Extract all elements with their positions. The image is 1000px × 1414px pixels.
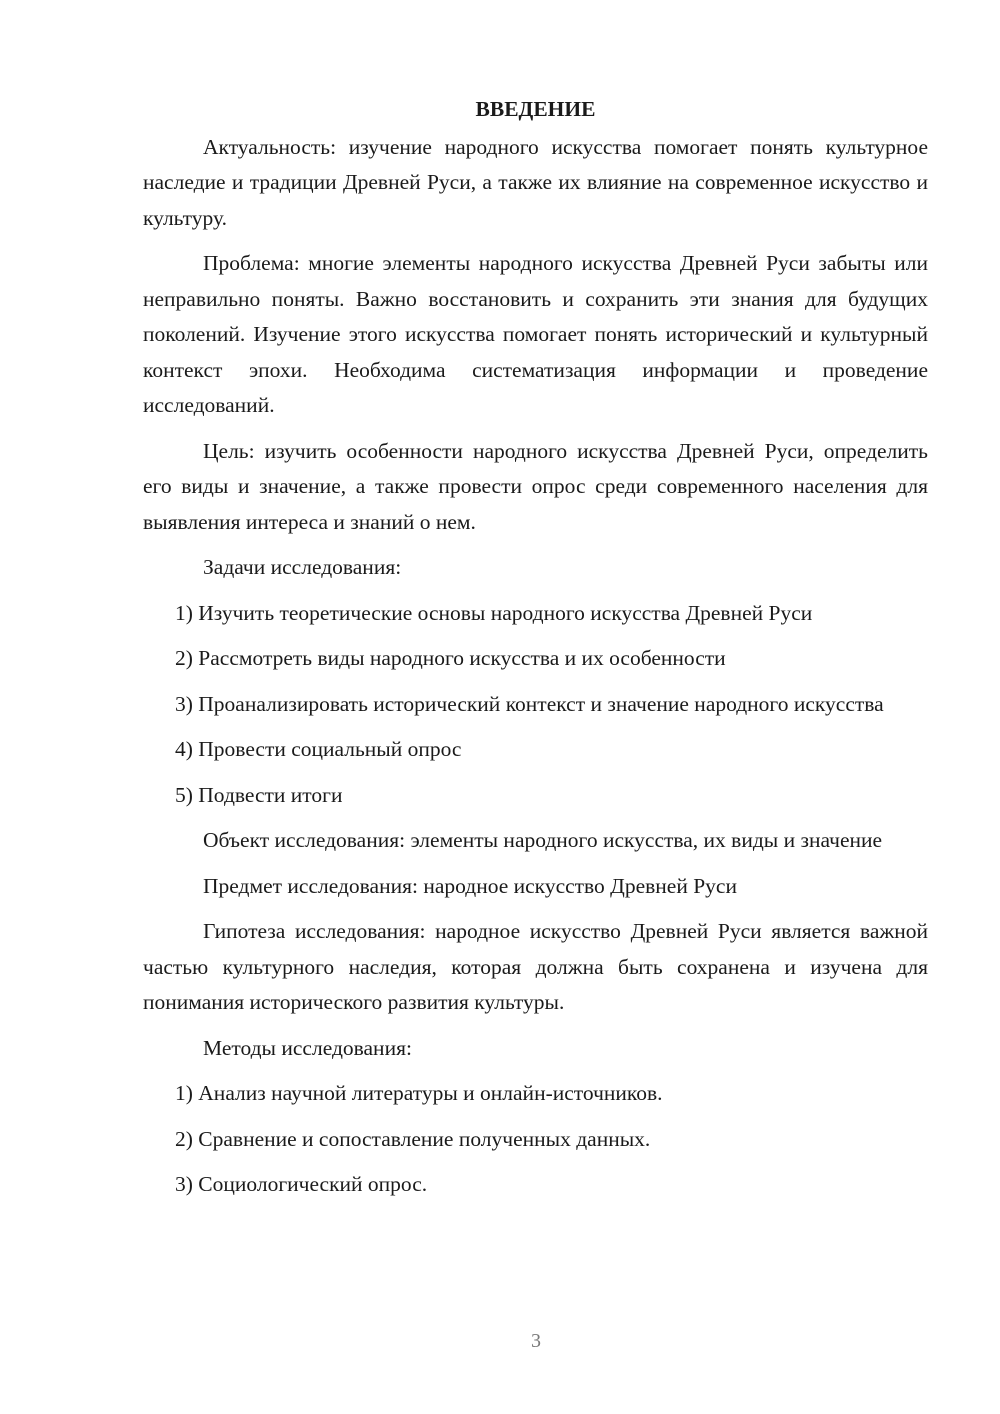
paragraph-relevance: Актуальность: изучение народного искусства помогает понять культурное наследие и традиции Древней Руси, а также их влияние на современное искусство и культуру. <box>143 134 928 230</box>
paragraph-hypothesis: Гипотеза исследования: народное искусство Древней Руси является важной частью культурного наследия, которая должна быть сохранена и изучена для понимания исторического развития культуры. <box>143 919 928 1014</box>
paragraph-methods-heading: Методы исследования: <box>203 1035 412 1060</box>
paragraph-problem: Проблема: многие элементы народного искусства Древней Руси забыты или неправильно поняты. Важно восстановить и сохранить эти знания для будущих поколений. Изучение этого искусства помогает понять исторический и культурный контекст эпохи. Необходима систематизация информации и проведение исследований. <box>143 251 928 417</box>
list-item-task-1: 1) Изучить теоретические основы народного искусства Древней Руси <box>175 600 813 625</box>
paragraph-goal: Цель: изучить особенности народного искусства Древней Руси, определить его виды и значение, а также провести опрос среди современного населения для выявления интереса и знаний о нем. <box>143 438 928 534</box>
list-item-method-1: 1) Анализ научной литературы и онлайн-источников. <box>175 1081 663 1105</box>
list-item-task-3: 3) Проанализировать исторический контекст и значение народного искусства <box>175 691 884 716</box>
list-item-task-5: 5) Подвести итоги <box>175 782 343 807</box>
paragraph-subject: Предмет исследования: народное искусство Древней Руси <box>203 873 737 898</box>
page-number: 3 <box>531 1330 541 1352</box>
section-title: ВВЕДЕНИЕ <box>475 97 596 121</box>
list-item-task-2: 2) Рассмотреть виды народного искусства и их особенности <box>175 646 726 670</box>
paragraph-tasks-heading: Задачи исследования: <box>203 555 402 579</box>
document-page <box>143 92 928 1213</box>
paragraph-object: Объект исследования: элементы народного искусства, их виды и значение <box>203 828 883 852</box>
list-item-method-2: 2) Сравнение и сопоставление полученных данных. <box>175 1126 651 1151</box>
list-item-task-4: 4) Провести социальный опрос <box>175 737 462 761</box>
list-item-method-3: 3) Социологический опрос. <box>175 1172 428 1196</box>
